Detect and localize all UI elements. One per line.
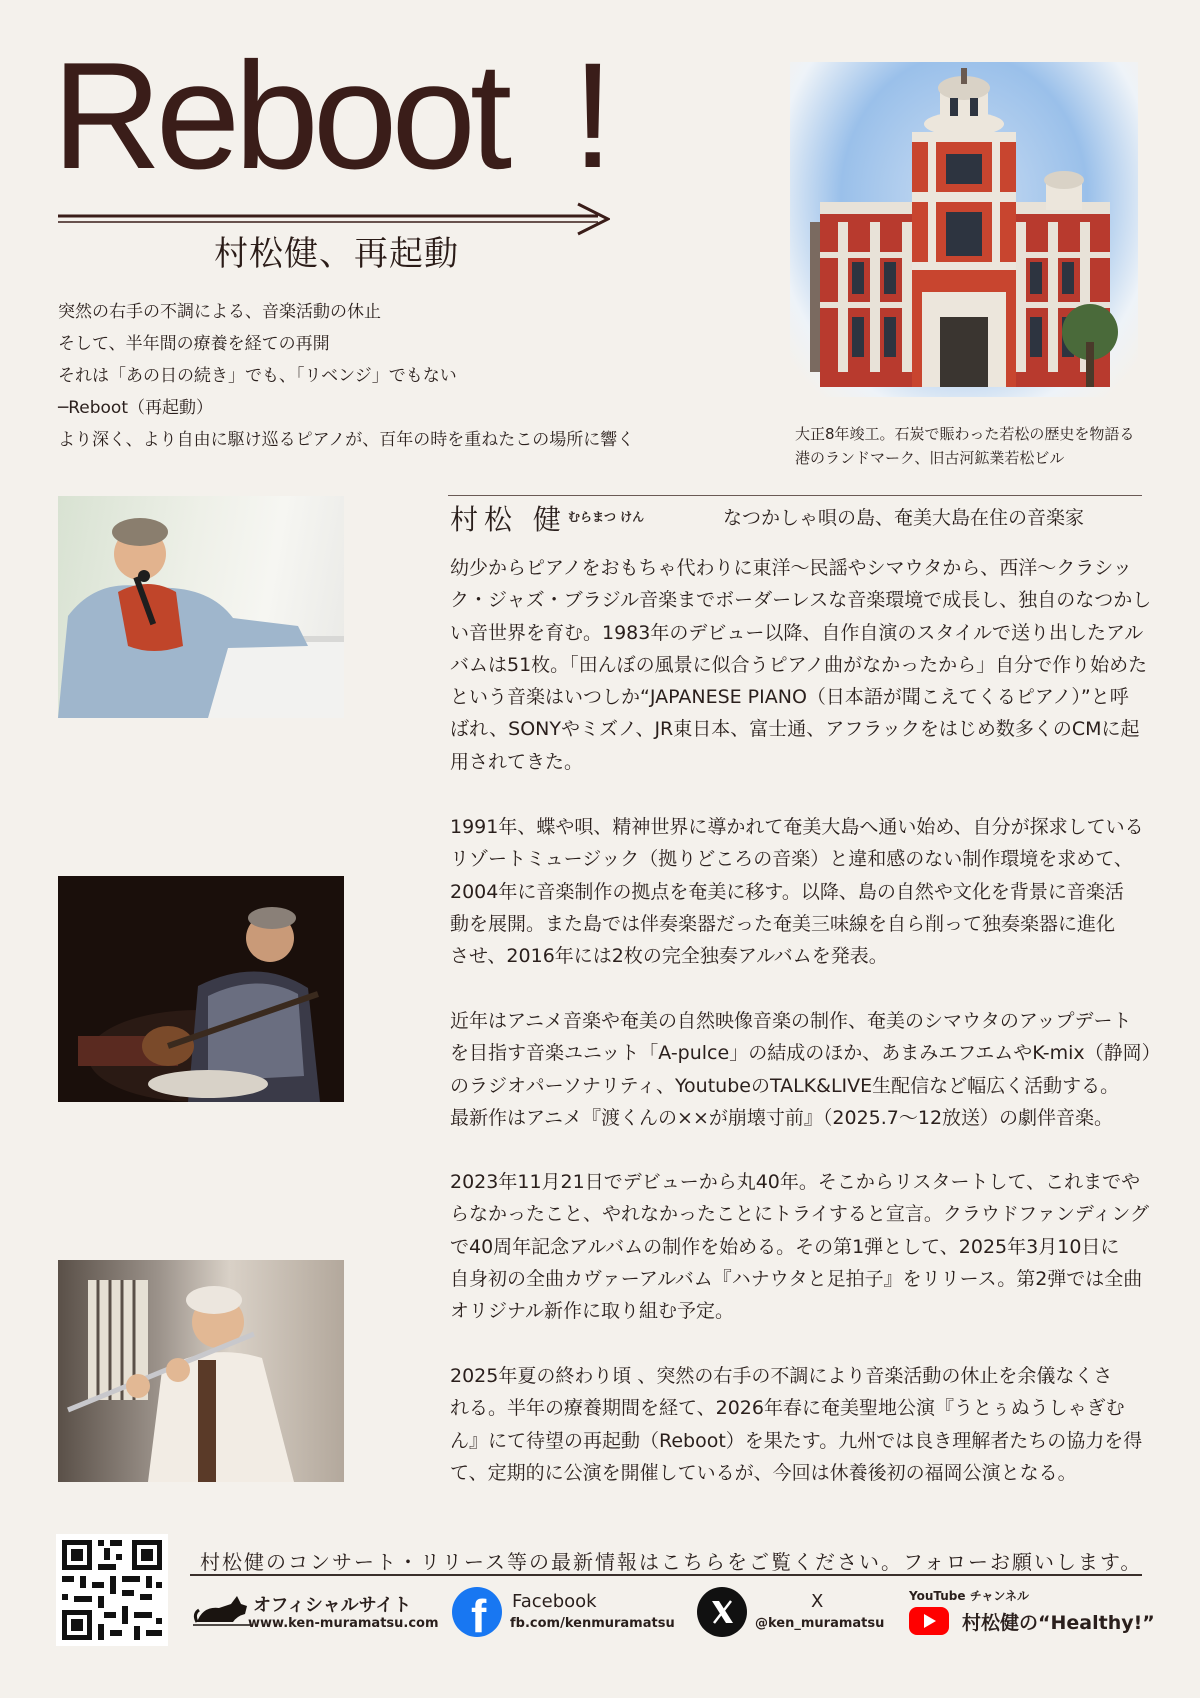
intro-line: より深く、より自由に駆け巡るピアノが、百年の時を重ねたこの場所に響く (58, 430, 635, 450)
bio-paragraph-1 (450, 552, 1155, 778)
caption-line: 大正8年竣工。石炭で賑わった若松の歴史を物語る (795, 425, 1135, 443)
facebook-label[interactable]: Facebook (512, 1591, 597, 1612)
building-photo (790, 62, 1138, 397)
intro-line: そして、半年間の療養を経ての再開 (58, 334, 330, 354)
bio-line: らなかったこと、やれなかったことにトライすると宣言。クラウドファンディング (450, 1203, 1150, 1226)
artist-name: 村松 健 (450, 503, 567, 536)
bio-line: 自身初の全曲カヴァーアルバム『ハナウタと足拍子』をリリース。第2弾では全曲 (450, 1267, 1143, 1290)
artist-tagline: なつかしゃ唄の島、奄美大島在住の音楽家 (723, 507, 1085, 529)
bio-line: ばれ、SONYやミズノ、JR東日本、富士通、アフラックをはじめ数多くのCMに起 (450, 718, 1140, 741)
building-caption (795, 422, 1175, 470)
x-handle[interactable]: @ken_muramatsu (755, 1616, 885, 1631)
photo-artist-flute (58, 1260, 344, 1482)
official-site-url[interactable]: www.ken-muramatsu.com (248, 1616, 439, 1631)
youtube-icon[interactable] (909, 1607, 949, 1635)
bio-line: を目指す音楽ユニット「A-pulce」の結成のほか、あまみエフエムやK-mix（静岡） (450, 1042, 1161, 1065)
bio-line: 用されてきた。 (450, 750, 584, 773)
cat-logo-icon (193, 1592, 253, 1628)
bio-line: で40周年記念アルバムの制作を始める。その第1弾として、2025年3月10日に (450, 1235, 1120, 1258)
bio-line: 2025年夏の終わり頃 、突然の右手の不調により音楽活動の休止を余儀なくさ (450, 1365, 1113, 1387)
qr-code[interactable] (56, 1534, 168, 1646)
bio-line: 1991年、蝶や唄、精神世界に導かれて奄美大島へ通い始め、自分が探求している (450, 816, 1144, 838)
title-exclamation: ! (572, 31, 614, 199)
caption-line: 港のランドマーク、旧古河鉱業若松ビル (795, 449, 1065, 467)
profile-divider (448, 495, 1142, 496)
intro-line: ─Reboot（再起動） (58, 398, 214, 418)
bio-line: バムは51枚。「田んぼの風景に似合うピアノ曲がなかったから」自分で作り始めた (450, 653, 1148, 676)
intro-line: 突然の右手の不調による、音楽活動の休止 (58, 302, 381, 322)
subtitle: 村松健、再起動 (214, 234, 459, 274)
youtube-channel-label[interactable]: 村松健の“Healthy!” (962, 1612, 1155, 1634)
bio-line: 近年はアニメ音楽や奄美の自然映像音楽の制作、奄美のシマウタのアップデート (450, 1010, 1132, 1032)
photo-artist-shamisen (58, 876, 344, 1102)
intro-line: それは「あの日の続き」でも、「リベンジ」でもない (58, 366, 457, 386)
bio-line: 幼少からピアノをおもちゃ代わりに東洋～民謡やシマウタから、西洋～クラシッ (450, 557, 1132, 579)
bio-line: オリジナル新作に取り組む予定。 (450, 1300, 735, 1323)
official-site-label[interactable]: オフィシャルサイト (253, 1595, 412, 1616)
bio-line: のラジオパーソナリティ、YoutubeのTALK&LIVE生配信など幅広く活動する。 (450, 1074, 1120, 1097)
bio-line: れる。半年の療養期間を経て、2026年春に奄美聖地公演『うとぅぬうしゃぎむ (450, 1397, 1125, 1420)
x-label[interactable]: X (811, 1591, 824, 1612)
bio-paragraph-2 (450, 811, 1155, 972)
bio-paragraph-5 (450, 1360, 1155, 1489)
facebook-url[interactable]: fb.com/kenmuramatsu (510, 1616, 675, 1631)
intro-text (58, 296, 698, 456)
photo-artist-piano (58, 496, 344, 718)
bio-line: ん』にて待望の再起動（Reboot）を果たす。九州では良き理解者たちの協力を得 (450, 1429, 1143, 1452)
bio-line: させ、2016年には2枚の完全独奏アルバムを発表。 (450, 945, 888, 968)
bio-line: 2004年に音楽制作の拠点を奄美に移す。以降、島の自然や文化を背景に音楽活 (450, 880, 1124, 903)
building-illustration (790, 62, 1138, 397)
youtube-caption: YouTube チャンネル (909, 1589, 1029, 1603)
bio-line: という音楽はいつしか“JAPANESE PIANO（日本語が聞こえてくるピアノ）”と呼 (450, 686, 1129, 709)
bio-line: 2023年11月21日でデビューから丸40年。そこからリスタートして、これまでや (450, 1171, 1141, 1193)
bio-line: 動を展開。また島では伴奏楽器だった奄美三味線を自ら削って独奏楽器に進化 (450, 912, 1116, 935)
bio-paragraph-4 (450, 1166, 1155, 1327)
footer-headline: 村松健のコンサート・リリース等の最新情報はこちらをご覧ください。フォローお願いします。 (200, 1550, 1143, 1574)
bio-line: て、定期的に公演を開催しているが、今回は休養後初の福岡公演となる。 (450, 1461, 1077, 1484)
artist-name-ruby: むらまつ けん (568, 510, 645, 524)
facebook-icon[interactable]: f (452, 1587, 502, 1637)
x-icon[interactable] (697, 1587, 747, 1637)
bio-line: 最新作はアニメ『渡くんの××が崩壊寸前』（2025.7～12放送）の劇伴音楽。 (450, 1106, 1114, 1129)
footer-divider (190, 1574, 1142, 1576)
title-reboot: Reboot (52, 31, 507, 201)
bio-paragraph-3 (450, 1005, 1161, 1134)
bio-line: ク・ジャズ・ブラジル音楽までボーダーレスな音楽環境で成長し、独自のなつかし (450, 589, 1152, 612)
bio-line: リゾートミュージック（拠りどころの音楽）と違和感のない制作環境を求めて、 (450, 848, 1133, 871)
bio-line: い音世界を育む。1983年のデビュー以降、自作自演のスタイルで送り出したアル (450, 621, 1144, 644)
